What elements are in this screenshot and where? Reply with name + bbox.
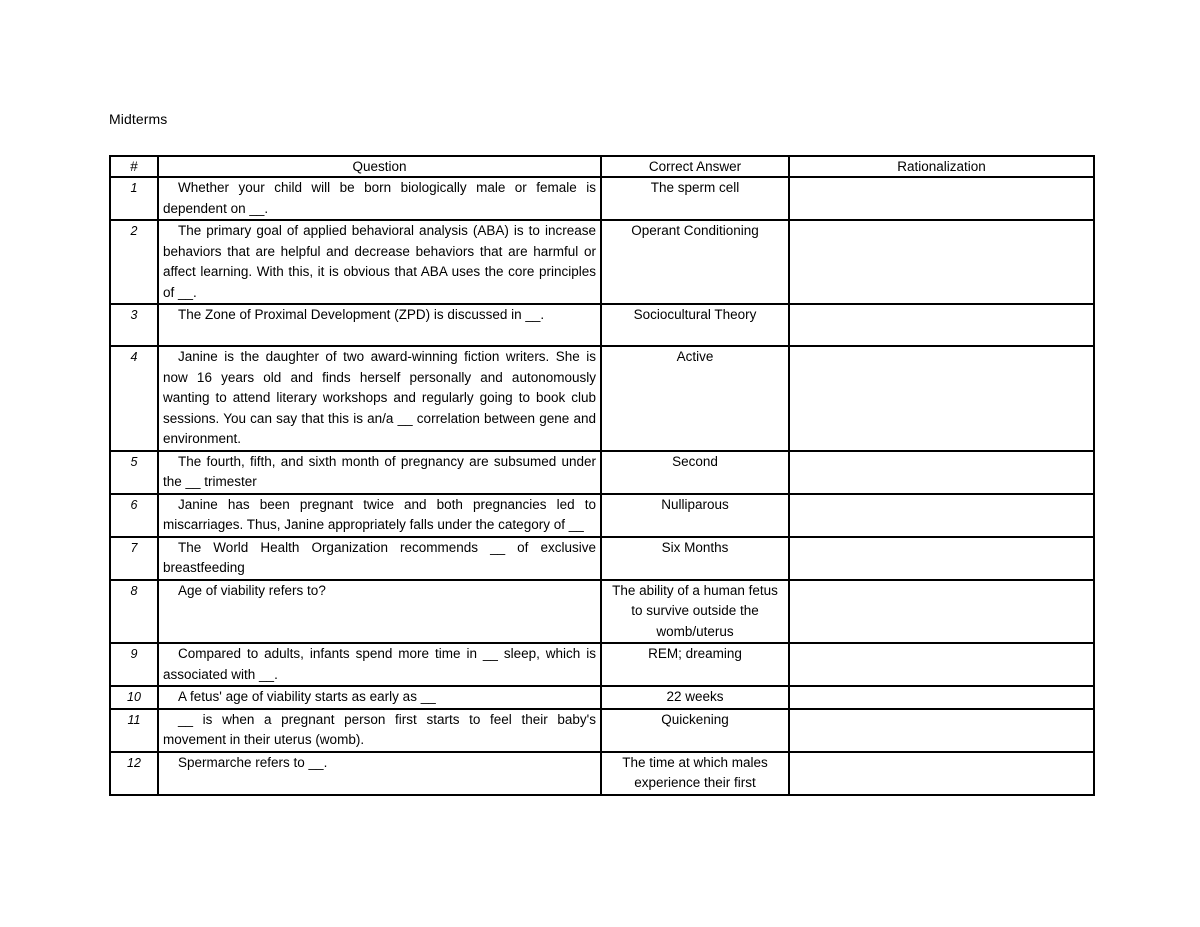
table-row [110,643,1094,686]
table-row [110,580,1094,644]
table-row [110,220,1094,304]
rationalization-cell [789,346,1094,451]
table-header-row [110,156,1094,177]
question-cell: The primary goal of applied behavioral analysis (ABA) is to increase behaviors that are helpful and decrease behaviors that are harmful or affect learning. With this, it is obvious that ABA uses the core principles of __. [158,220,601,304]
row-number: 2 [110,220,158,304]
row-number: 1 [110,177,158,220]
table-row [110,494,1094,537]
row-number: 7 [110,537,158,580]
question-cell: Whether your child will be born biologically male or female is dependent on __. [158,177,601,220]
table-row [110,346,1094,451]
table-row [110,686,1094,709]
rationalization-cell [789,752,1094,795]
question-cell: __ is when a pregnant person first starts to feel their baby's movement in their uterus (womb). [158,709,601,752]
answer-cell: Active [601,346,789,451]
table-row [110,537,1094,580]
rationalization-cell [789,451,1094,494]
answer-cell: Nulliparous [601,494,789,537]
rationalization-cell [789,580,1094,644]
row-number: 12 [110,752,158,795]
rationalization-cell [789,220,1094,304]
answer-cell: 22 weeks [601,686,789,709]
row-number: 4 [110,346,158,451]
rationalization-cell [789,643,1094,686]
answer-cell: The time at which males experience their first [601,752,789,795]
rationalization-cell [789,709,1094,752]
question-cell: The World Health Organization recommends __ of exclusive breastfeeding [158,537,601,580]
question-cell: Age of viability refers to? [158,580,601,644]
table-row [110,752,1094,795]
answer-cell: The sperm cell [601,177,789,220]
answer-cell: Sociocultural Theory [601,304,789,346]
rationalization-cell [789,686,1094,709]
answer-cell: REM; dreaming [601,643,789,686]
row-number: 10 [110,686,158,709]
rationalization-cell [789,177,1094,220]
answer-cell: Operant Conditioning [601,220,789,304]
question-cell: The Zone of Proximal Development (ZPD) is discussed in __. [158,304,601,346]
row-number: 5 [110,451,158,494]
rationalization-cell [789,494,1094,537]
row-number: 3 [110,304,158,346]
question-cell: A fetus' age of viability starts as early as __ [158,686,601,709]
answer-cell: Six Months [601,537,789,580]
page-title: Midterms [109,111,168,127]
question-cell: Compared to adults, infants spend more time in __ sleep, which is associated with __. [158,643,601,686]
table-row [110,177,1094,220]
row-number: 8 [110,580,158,644]
table-row [110,451,1094,494]
table-row [110,709,1094,752]
header-number: # [110,156,158,177]
header-question: Question [158,156,601,177]
midterms-table [109,155,1095,796]
question-cell: Janine is the daughter of two award-winning fiction writers. She is now 16 years old and finds herself personally and autonomously wanting to attend literary workshops and regularly going to book club sessions. You can say that this is an/a __ correlation between gene and environment. [158,346,601,451]
question-cell: Spermarche refers to __. [158,752,601,795]
row-number: 6 [110,494,158,537]
answer-cell: Quickening [601,709,789,752]
answer-cell: Second [601,451,789,494]
row-number: 11 [110,709,158,752]
rationalization-cell [789,537,1094,580]
answer-cell: The ability of a human fetus to survive outside the womb/uterus [601,580,789,644]
header-correct-answer: Correct Answer [601,156,789,177]
question-cell: Janine has been pregnant twice and both pregnancies led to miscarriages. Thus, Janine appropriately falls under the category of __ [158,494,601,537]
table-row [110,304,1094,346]
row-number: 9 [110,643,158,686]
question-cell: The fourth, fifth, and sixth month of pregnancy are subsumed under the __ trimester [158,451,601,494]
rationalization-cell [789,304,1094,346]
header-rationalization: Rationalization [789,156,1094,177]
